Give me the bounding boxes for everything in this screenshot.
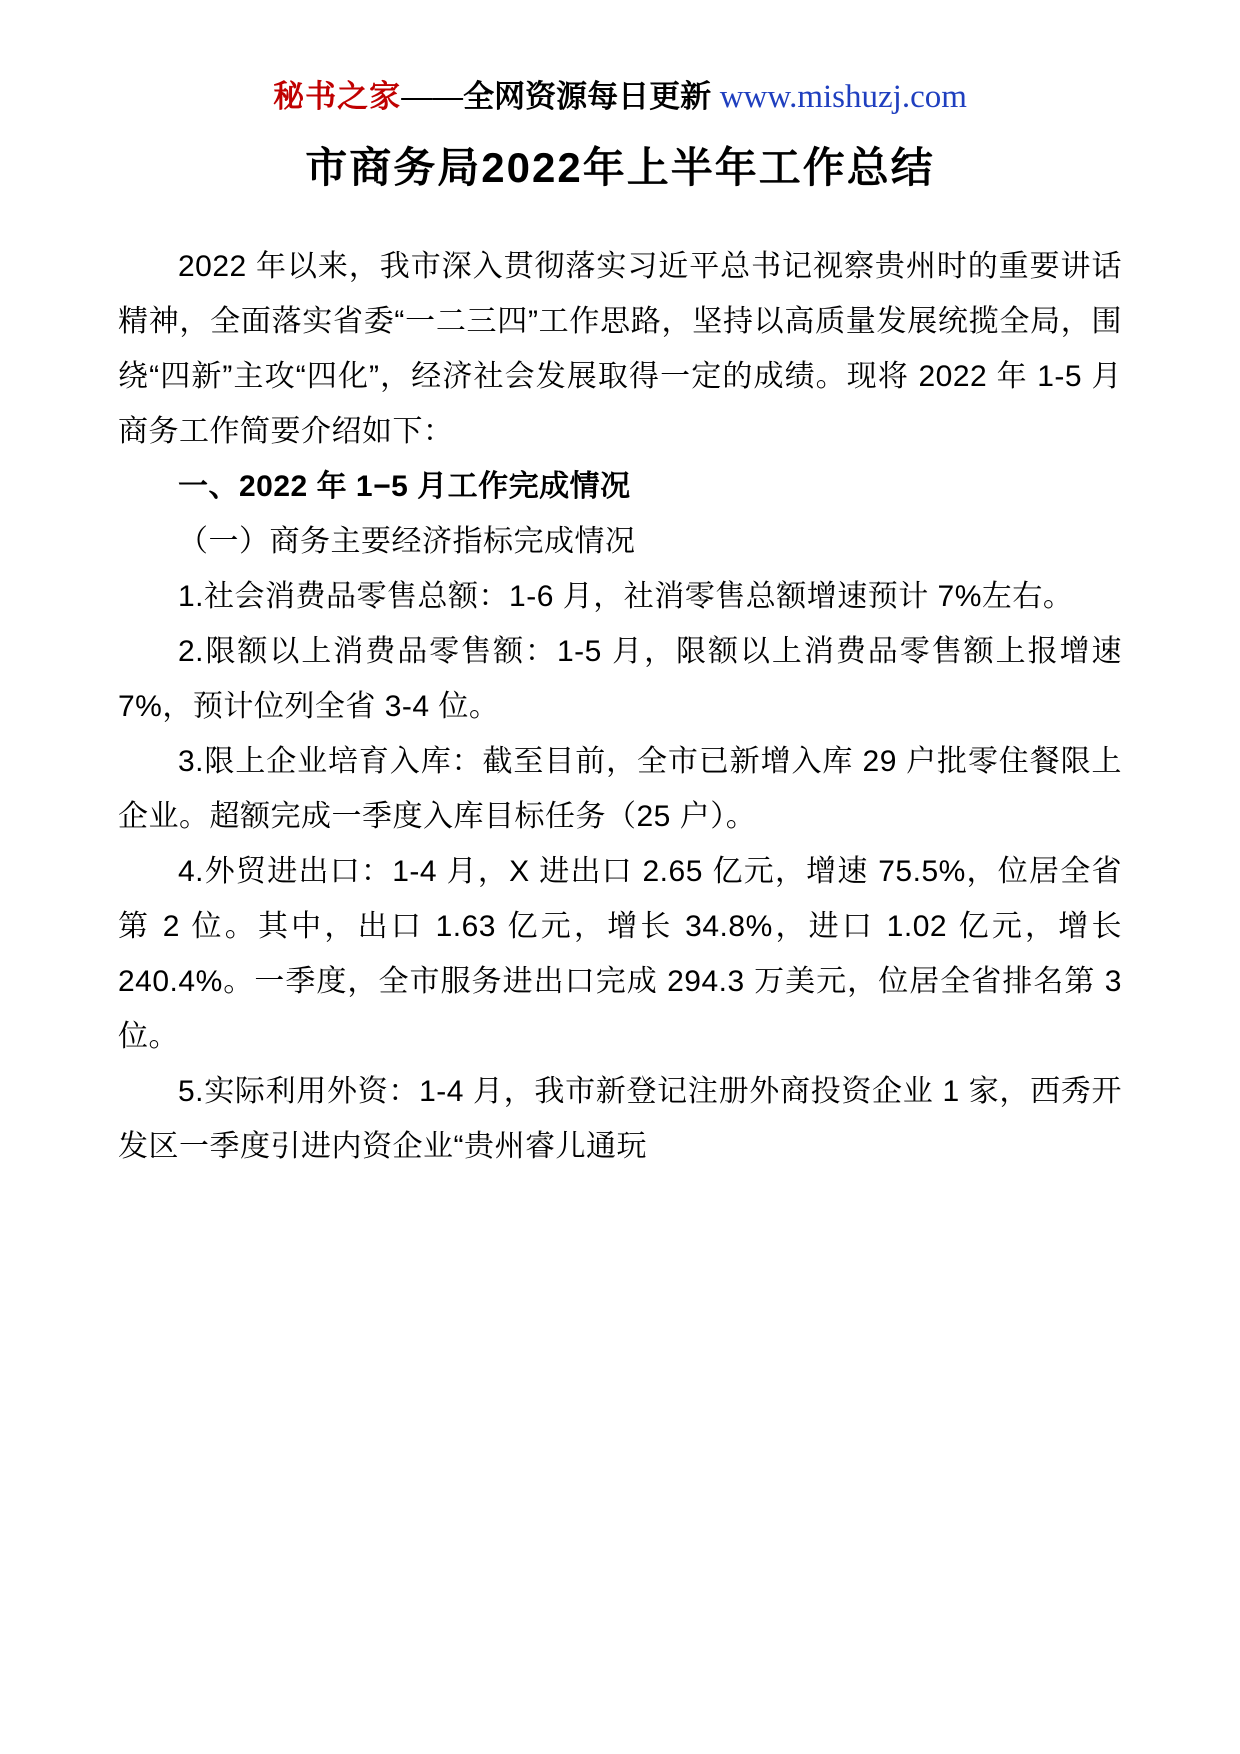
watermark-url[interactable]: www.mishuzj.com — [719, 79, 967, 115]
paragraph-item-1: 1.社会消费品零售总额：1-6 月，社消零售总额增速预计 7%左右。 — [178, 580, 1074, 614]
paragraph-intro: 2022 年以来，我市深入贯彻落实习近平总书记视察贵州时的重要讲话精神，全面落实省委“一二三四”工作思路，坚持以高质量发展统揽全局，围绕“四新”主攻“四化”，经济社会发展取得一定的成绩。现将 2022 年 1-5 月商务工作简要介绍如下： — [118, 250, 1122, 449]
site-watermark — [118, 76, 1122, 119]
paragraph-subsection-1-1: （一）商务主要经济指标完成情况 — [178, 525, 636, 559]
document-body — [118, 239, 1122, 1174]
watermark-tagline: 全网资源每日更新 — [463, 79, 712, 114]
paragraph-item-4: 4.外贸进出口：1-4 月，X 进出口 2.65 亿元，增速 75.5%，位居全省第 2 位。其中，出口 1.63 亿元，增长 34.8%，进口 1.02 亿元，增长 240.4%。一季度，全市服务进出口完成 294.3 万美元，位居全省排名第 3 位。 — [118, 855, 1122, 1054]
page-title: 市商务局2022年上半年工作总结 — [305, 143, 935, 191]
watermark-brand: 秘书之家 — [273, 79, 402, 114]
paragraph-item-3: 3.限上企业培育入库：截至目前，全市已新增入库 29 户批零住餐限上企业。超额完成一季度入库目标任务（25 户）。 — [118, 745, 1122, 834]
paragraph-item-2: 2.限额以上消费品零售额：1-5 月，限额以上消费品零售额上报增速 7%，预计位列全省 3-4 位。 — [118, 635, 1122, 724]
paragraph-section-1: 一、2022 年 1−5 月工作完成情况 — [178, 470, 631, 504]
paragraph-item-5: 5.实际利用外资：1-4 月，我市新登记注册外商投资企业 1 家，西秀开发区一季度引进内资企业“贵州睿儿通玩 — [118, 1075, 1122, 1164]
watermark-dash: —— — [401, 79, 464, 114]
